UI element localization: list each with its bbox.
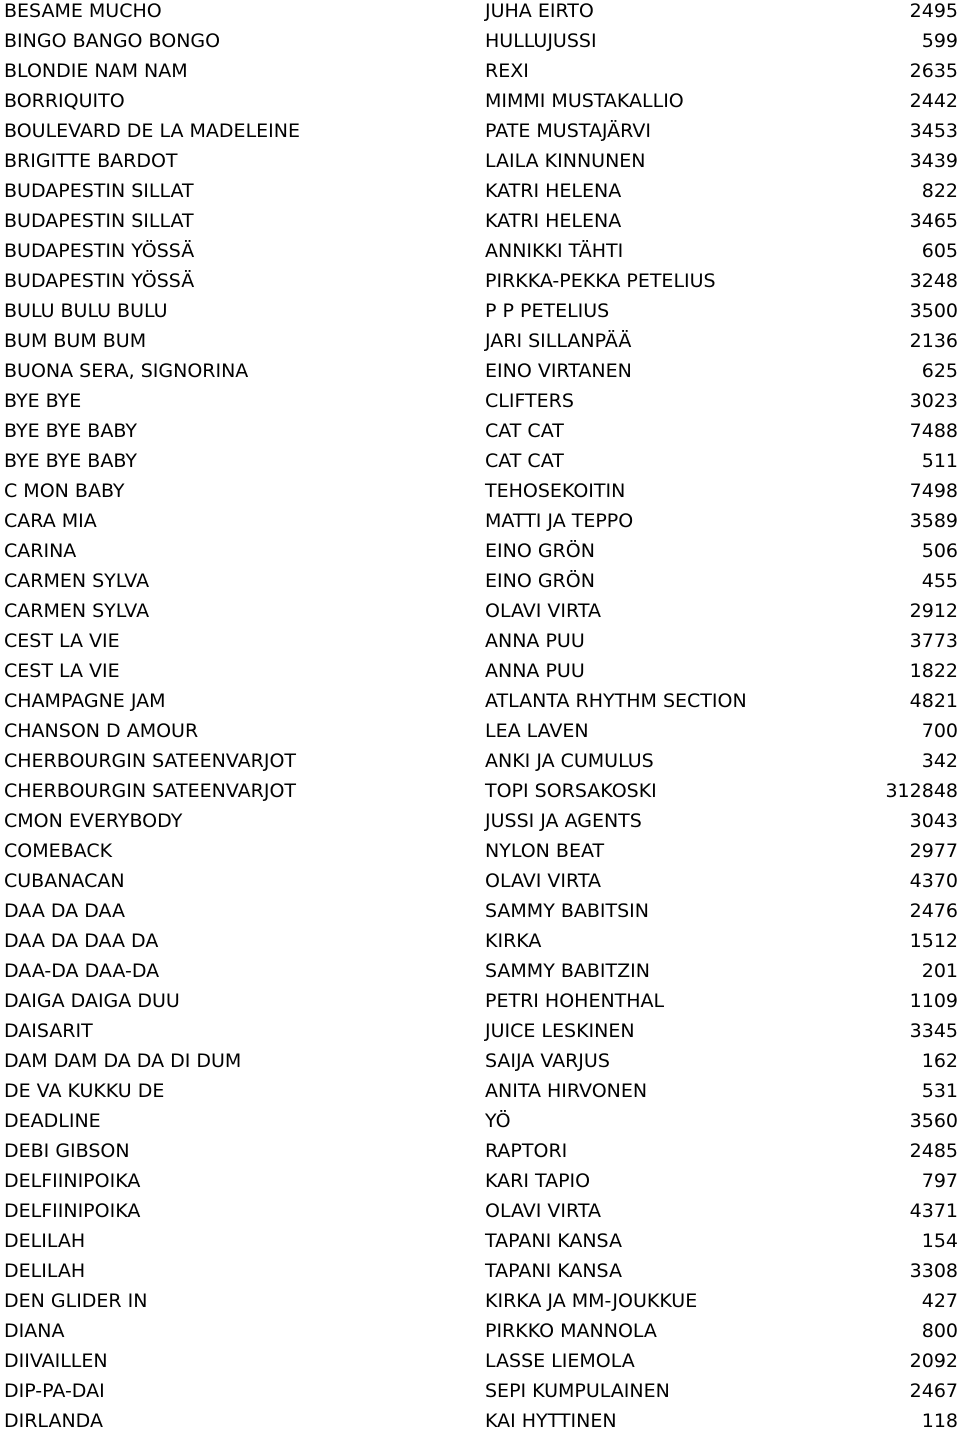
artist-name: CAT CAT — [485, 450, 564, 472]
table-row — [0, 90, 960, 120]
artist-name: ANNA PUU — [485, 660, 585, 682]
table-row — [0, 630, 960, 660]
artist-name: LEA LAVEN — [485, 720, 589, 742]
song-code: 531 — [921, 1080, 958, 1102]
song-code: 3439 — [909, 150, 958, 172]
artist-name: JUSSI JA AGENTS — [485, 810, 642, 832]
song-code: 511 — [921, 450, 958, 472]
song-title: CUBANACAN — [4, 870, 125, 892]
song-title: BLONDIE NAM NAM — [4, 60, 188, 82]
song-code: 822 — [921, 180, 958, 202]
table-row — [0, 240, 960, 270]
table-row — [0, 690, 960, 720]
song-code: 154 — [921, 1230, 958, 1252]
song-code: 2136 — [909, 330, 958, 352]
song-code: 3560 — [909, 1110, 958, 1132]
table-row — [0, 330, 960, 360]
song-code: 3023 — [909, 390, 958, 412]
table-row — [0, 600, 960, 630]
table-row — [0, 180, 960, 210]
artist-name: SAMMY BABITSIN — [485, 900, 649, 922]
artist-name: OLAVI VIRTA — [485, 600, 601, 622]
table-row — [0, 0, 960, 30]
artist-name: KIRKA JA MM-JOUKKUE — [485, 1290, 698, 1312]
song-code: 2485 — [909, 1140, 958, 1162]
song-title: DAISARIT — [4, 1020, 93, 1042]
song-title: BUDAPESTIN YÖSSÄ — [4, 240, 195, 262]
song-title: CHAMPAGNE JAM — [4, 690, 166, 712]
table-row — [0, 780, 960, 810]
table-row — [0, 810, 960, 840]
song-title: CHANSON D AMOUR — [4, 720, 199, 742]
table-row — [0, 1290, 960, 1320]
artist-name: SAMMY BABITZIN — [485, 960, 650, 982]
song-code: 3453 — [909, 120, 958, 142]
song-code: 455 — [921, 570, 958, 592]
song-title: BULU BULU BULU — [4, 300, 168, 322]
song-code: 797 — [921, 1170, 958, 1192]
song-code: 3248 — [909, 270, 958, 292]
artist-name: TOPI SORSAKOSKI — [485, 780, 657, 802]
song-title: DAA DA DAA DA — [4, 930, 159, 952]
table-row — [0, 1110, 960, 1140]
song-code: 7488 — [909, 420, 958, 442]
song-title: BUM BUM BUM — [4, 330, 147, 352]
artist-name: REXI — [485, 60, 529, 82]
song-title: BYE BYE BABY — [4, 450, 137, 472]
artist-name: EINO GRÖN — [485, 570, 595, 592]
song-code: 312848 — [885, 780, 958, 802]
artist-name: JUICE LESKINEN — [485, 1020, 635, 1042]
artist-name: TAPANI KANSA — [485, 1230, 622, 1252]
song-title: DELFIINIPOIKA — [4, 1170, 141, 1192]
artist-name: KATRI HELENA — [485, 180, 622, 202]
artist-name: JARI SILLANPÄÄ — [485, 330, 632, 352]
artist-name: PETRI HOHENTHAL — [485, 990, 665, 1012]
table-row — [0, 270, 960, 300]
table-row — [0, 510, 960, 540]
song-code: 700 — [921, 720, 958, 742]
song-title: DIP-PA-DAI — [4, 1380, 105, 1402]
song-code: 3043 — [909, 810, 958, 832]
artist-name: ANNA PUU — [485, 630, 585, 652]
artist-name: NYLON BEAT — [485, 840, 605, 862]
song-title: BESAME MUCHO — [4, 0, 162, 22]
song-title: DELILAH — [4, 1260, 86, 1282]
song-code: 2476 — [909, 900, 958, 922]
artist-name: SAIJA VARJUS — [485, 1050, 610, 1072]
song-title: BOULEVARD DE LA MADELEINE — [4, 120, 300, 142]
song-code: 3773 — [909, 630, 958, 652]
table-row — [0, 720, 960, 750]
table-row — [0, 300, 960, 330]
song-title: COMEBACK — [4, 840, 113, 862]
song-title: DAA-DA DAA-DA — [4, 960, 160, 982]
artist-name: TAPANI KANSA — [485, 1260, 622, 1282]
song-code: 2912 — [909, 600, 958, 622]
song-title: DEBI GIBSON — [4, 1140, 130, 1162]
artist-name: RAPTORI — [485, 1140, 568, 1162]
table-row — [0, 1230, 960, 1260]
song-title: DIIVAILLEN — [4, 1350, 108, 1372]
artist-name: LAILA KINNUNEN — [485, 150, 646, 172]
song-code: 3500 — [909, 300, 958, 322]
table-row — [0, 1320, 960, 1350]
table-row — [0, 390, 960, 420]
song-code: 4371 — [909, 1200, 958, 1222]
table-row — [0, 1080, 960, 1110]
song-title: DEADLINE — [4, 1110, 101, 1132]
song-title: BRIGITTE BARDOT — [4, 150, 178, 172]
artist-name: KAI HYTTINEN — [485, 1410, 617, 1432]
table-row — [0, 870, 960, 900]
song-code: 427 — [921, 1290, 958, 1312]
song-title: CEST LA VIE — [4, 630, 120, 652]
table-row — [0, 1170, 960, 1200]
song-code: 2635 — [909, 60, 958, 82]
artist-name: YÖ — [485, 1110, 511, 1132]
song-title: BORRIQUITO — [4, 90, 125, 112]
table-row — [0, 1020, 960, 1050]
song-code: 162 — [921, 1050, 958, 1072]
artist-name: TEHOSEKOITIN — [485, 480, 626, 502]
song-code: 118 — [921, 1410, 958, 1432]
song-code: 2977 — [909, 840, 958, 862]
song-code: 1512 — [909, 930, 958, 952]
song-code: 1109 — [909, 990, 958, 1012]
song-title: DE VA KUKKU DE — [4, 1080, 165, 1102]
song-code: 3345 — [909, 1020, 958, 1042]
table-row — [0, 120, 960, 150]
artist-name: SEPI KUMPULAINEN — [485, 1380, 670, 1402]
table-row — [0, 840, 960, 870]
song-code: 605 — [921, 240, 958, 262]
song-title: CARMEN SYLVA — [4, 600, 150, 622]
artist-name: MATTI JA TEPPO — [485, 510, 634, 532]
table-row — [0, 360, 960, 390]
song-code: 599 — [921, 30, 958, 52]
table-row — [0, 750, 960, 780]
artist-name: EINO GRÖN — [485, 540, 595, 562]
song-code: 2442 — [909, 90, 958, 112]
song-title: DAM DAM DA DA DI DUM — [4, 1050, 242, 1072]
table-row — [0, 930, 960, 960]
song-title: BUDAPESTIN SILLAT — [4, 180, 194, 202]
song-title: BYE BYE — [4, 390, 82, 412]
table-row — [0, 1140, 960, 1170]
table-row — [0, 540, 960, 570]
song-title: DIRLANDA — [4, 1410, 103, 1432]
song-code: 4370 — [909, 870, 958, 892]
artist-name: ANKI JA CUMULUS — [485, 750, 654, 772]
artist-name: OLAVI VIRTA — [485, 870, 601, 892]
artist-name: KATRI HELENA — [485, 210, 622, 232]
song-code: 1822 — [909, 660, 958, 682]
song-code: 4821 — [909, 690, 958, 712]
song-title: CMON EVERYBODY — [4, 810, 183, 832]
song-code: 201 — [921, 960, 958, 982]
table-row — [0, 660, 960, 690]
table-row — [0, 150, 960, 180]
artist-name: ANITA HIRVONEN — [485, 1080, 648, 1102]
table-row — [0, 960, 960, 990]
table-row — [0, 1410, 960, 1440]
song-title: CEST LA VIE — [4, 660, 120, 682]
table-row — [0, 420, 960, 450]
artist-name: JUHA EIRTO — [485, 0, 594, 22]
artist-name: ANNIKKI TÄHTI — [485, 240, 624, 262]
song-title: BUDAPESTIN SILLAT — [4, 210, 194, 232]
song-code: 625 — [921, 360, 958, 382]
table-row — [0, 210, 960, 240]
song-code: 2467 — [909, 1380, 958, 1402]
song-code: 800 — [921, 1320, 958, 1342]
table-row — [0, 900, 960, 930]
table-row — [0, 570, 960, 600]
song-title: DELILAH — [4, 1230, 86, 1252]
table-row — [0, 1050, 960, 1080]
table-row — [0, 480, 960, 510]
table-row — [0, 1200, 960, 1230]
song-code: 506 — [921, 540, 958, 562]
artist-name: P P PETELIUS — [485, 300, 610, 322]
song-title: CARA MIA — [4, 510, 97, 532]
song-code: 7498 — [909, 480, 958, 502]
song-title: BYE BYE BABY — [4, 420, 137, 442]
artist-name: EINO VIRTANEN — [485, 360, 632, 382]
song-title: BINGO BANGO BONGO — [4, 30, 221, 52]
song-code: 3308 — [909, 1260, 958, 1282]
song-title: CARMEN SYLVA — [4, 570, 150, 592]
song-title: DIANA — [4, 1320, 65, 1342]
song-title: C MON BABY — [4, 480, 125, 502]
artist-name: OLAVI VIRTA — [485, 1200, 601, 1222]
song-title: DEN GLIDER IN — [4, 1290, 148, 1312]
table-row — [0, 30, 960, 60]
table-row — [0, 1380, 960, 1410]
artist-name: MIMMI MUSTAKALLIO — [485, 90, 684, 112]
song-title: CHERBOURGIN SATEENVARJOT — [4, 750, 297, 772]
artist-name: HULLUJUSSI — [485, 30, 597, 52]
song-code: 2092 — [909, 1350, 958, 1372]
table-row — [0, 1350, 960, 1380]
song-title: DAIGA DAIGA DUU — [4, 990, 180, 1012]
song-code: 3465 — [909, 210, 958, 232]
song-title: DAA DA DAA — [4, 900, 126, 922]
song-code: 3589 — [909, 510, 958, 532]
table-row — [0, 450, 960, 480]
song-title: CARINA — [4, 540, 77, 562]
table-row — [0, 1260, 960, 1290]
song-code: 2495 — [909, 0, 958, 22]
song-title: CHERBOURGIN SATEENVARJOT — [4, 780, 297, 802]
song-code: 342 — [921, 750, 958, 772]
artist-name: LASSE LIEMOLA — [485, 1350, 635, 1372]
song-title: BUONA SERA, SIGNORINA — [4, 360, 249, 382]
song-title: DELFIINIPOIKA — [4, 1200, 141, 1222]
artist-name: ATLANTA RHYTHM SECTION — [485, 690, 747, 712]
song-title: BUDAPESTIN YÖSSÄ — [4, 270, 195, 292]
artist-name: PIRKKA-PEKKA PETELIUS — [485, 270, 716, 292]
artist-name: PIRKKO MANNOLA — [485, 1320, 657, 1342]
table-row — [0, 990, 960, 1020]
artist-name: KIRKA — [485, 930, 542, 952]
artist-name: PATE MUSTAJÄRVI — [485, 120, 651, 142]
artist-name: KARI TAPIO — [485, 1170, 591, 1192]
table-row — [0, 60, 960, 90]
artist-name: CAT CAT — [485, 420, 564, 442]
artist-name: CLIFTERS — [485, 390, 574, 412]
